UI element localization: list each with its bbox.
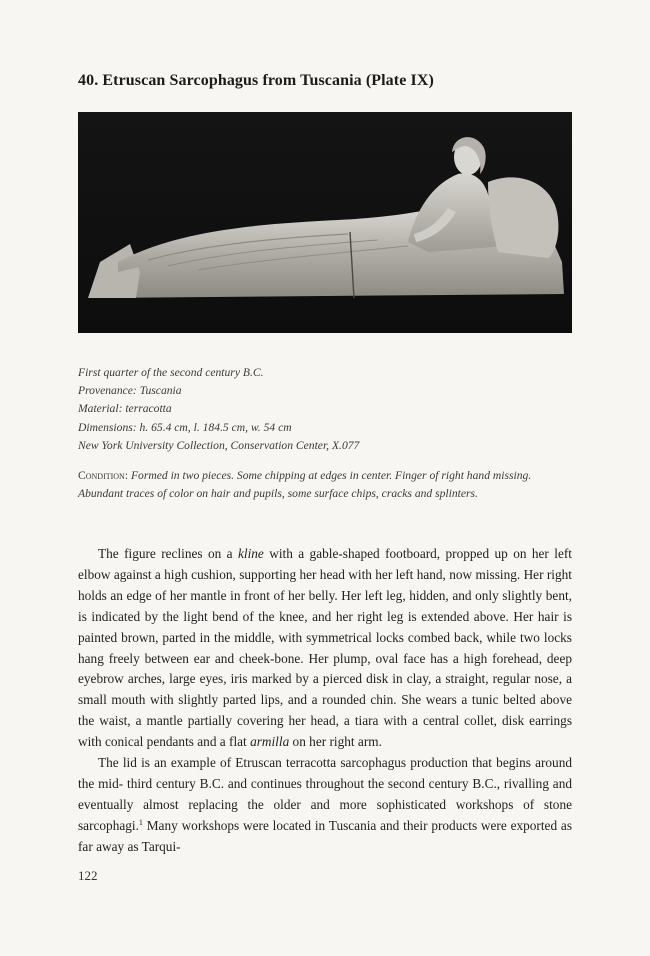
collection-line: New York University Collection, Conservation Center, X.077	[78, 438, 360, 452]
date-line: First quarter of the second century B.C.	[78, 366, 264, 379]
condition-label: Condition:	[78, 469, 129, 482]
body-text	[78, 544, 572, 858]
condition-note	[78, 467, 572, 503]
term-kline: kline	[237, 546, 264, 561]
dimensions-line: Dimensions: h. 65.4 cm, l. 184.5 cm, w. 54 cm	[78, 420, 292, 434]
sarcophagus-photograph	[78, 112, 572, 333]
term-armilla: armilla	[250, 734, 290, 750]
provenance-line: Provenance: Tuscania	[78, 384, 182, 398]
condition-text: Formed in two pieces. Some chipping at edges in center. Finger of right hand missing. Abundant traces of color on hair and pupils, some surface chips, cracks and splinters.	[78, 469, 532, 501]
material-line: Material: terracotta	[78, 402, 172, 416]
sarcophagus-image	[78, 112, 572, 333]
page-number: 122	[78, 868, 98, 883]
footnote-marker: 1	[138, 817, 143, 827]
entry-heading: 40. Etruscan Sarcophagus from Tuscania (Plate IX)	[78, 72, 434, 89]
paragraph-1: The figure reclines on a kline with a gable-shaped footboard, propped up on her left elbow against a high cushion, supporting her head with her left hand, now missing. Her right holds an edge of her mantle in front of her belly. Her left leg, hidden, and only slightly bent, is indicated by the light bend of the knee, and her right leg is extended above. Her hair is painted brown, parted in the middle, with symmetrical locks combed back, while two locks hang freely between ear and cheek-bone. Her plump, oval face has a high forehead, deep eyebrow arches, large eyes, iris marked by a pierced disk in clay, a straight, regular nose, a small mouth with slightly parted lips, and a rounded chin. She wears a tunic belted above the waist, a mantle partially covering her head, a tiara with a central collet, disk earrings with conical pendants and a flat armilla on her right arm.	[78, 546, 572, 750]
catalog-metadata	[78, 364, 578, 455]
paragraph-2: The lid is an example of Etruscan terracotta sarcophagus production that begins around the mid- third century B.C. and continues throughout the second century B.C., rivalling and eventually almost replacing the older and more sophisticated workshops of stone sarcophagi.$^1$ Many workshops were located in Tuscania and their products were exported as far away as Tarqui-	[78, 755, 572, 854]
